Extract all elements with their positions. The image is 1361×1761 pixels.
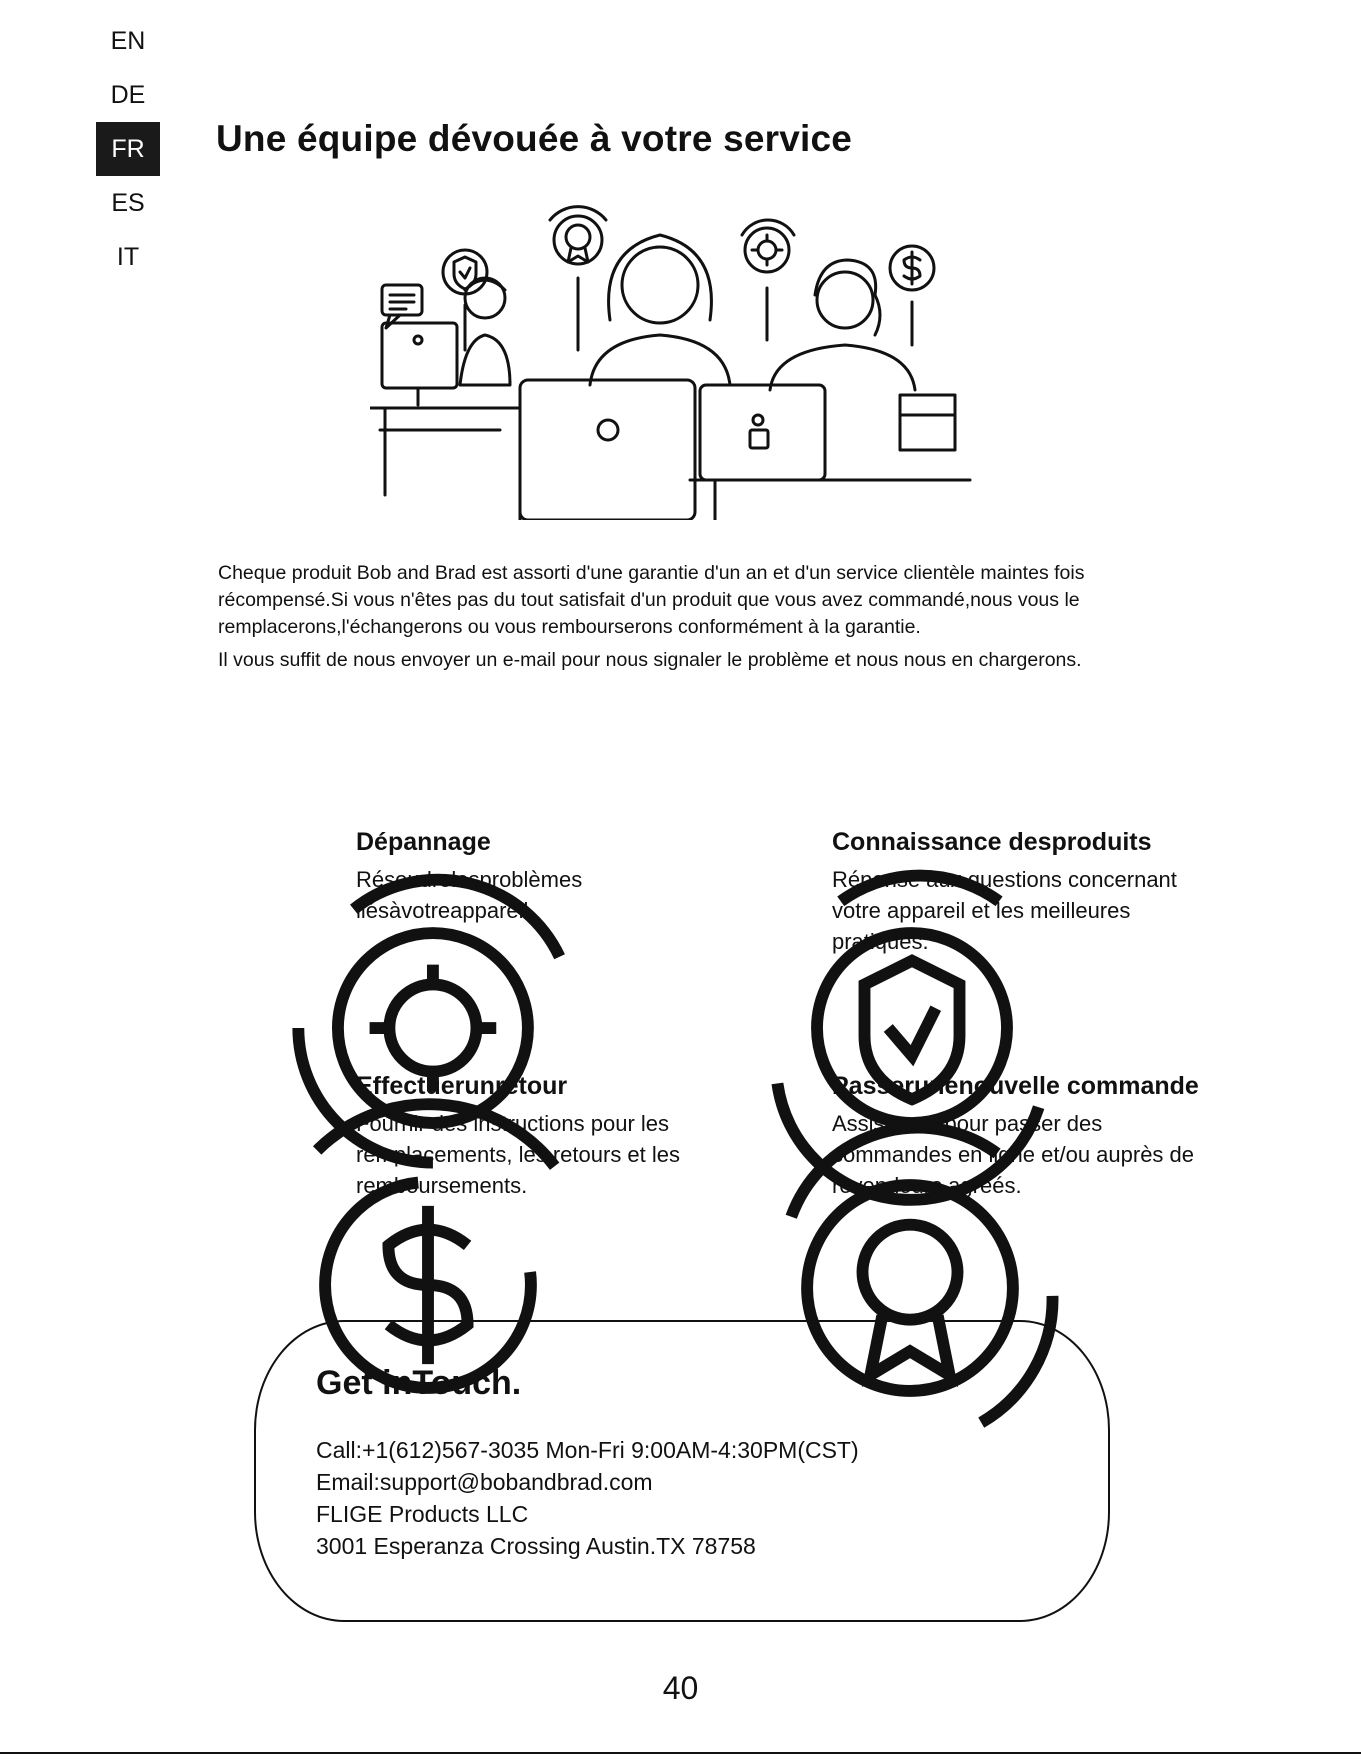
agent-left [370, 278, 520, 495]
intro-paragraph: Cheque produit Bob and Brad est assorti d'une garantie d'un an et d'un service clientèle maintes fois récompensé.Si vous n'êtes pas du tout satisfait d'un produit que vous avez commandé,nous vous le remplacerons,l'échangerons ou vous rembourserons conformément à la garantie. [218, 562, 1085, 638]
service-description: Réponse aux questions concernant votre appareil et les meilleures pratiques. [832, 867, 1177, 954]
award-icon [550, 207, 606, 350]
lang-tab-fr[interactable]: FR [96, 122, 160, 176]
service-title: Dépannage [356, 828, 491, 856]
lang-tab-it[interactable]: IT [116, 242, 140, 271]
service-title: Passerunenouvelle commande [832, 1072, 1199, 1100]
service-title: Effectuerunretour [356, 1072, 568, 1100]
lang-tab-de[interactable]: DE [110, 80, 146, 109]
dollar-icon [890, 246, 934, 345]
lang-tab-es[interactable]: ES [111, 188, 145, 217]
contact-details [316, 1434, 859, 1562]
contact-company: FLIGE Products LLC [316, 1501, 529, 1527]
language-tabs [96, 14, 160, 284]
intro-paragraph: Il vous suffit de nous envoyer un e-mail pour nous signaler le problème et nous nous en chargerons. [218, 649, 1082, 671]
contact-box [254, 1320, 1110, 1622]
contact-title: Get inTouch. [316, 1364, 522, 1402]
page-number: 40 [662, 1670, 699, 1706]
service-description: Assistance pour passer des commandes en ligne et/ou auprès de revendeurs agréés. [832, 1111, 1195, 1198]
contact-phone: Call:+1(612)567-3035 Mon-Fri 9:00AM-4:30PM(CST) [316, 1437, 859, 1463]
agent-right [690, 260, 970, 520]
contact-email: Email:support@bobandbrad.com [316, 1469, 653, 1495]
page-title: Une équipe dévouée à votre service [216, 118, 853, 159]
service-description: Résoudrelesproblèmes liésàvotreappareil. [356, 867, 583, 923]
bottom-rule [0, 1752, 1361, 1754]
service-title: Connaissance desproduits [832, 828, 1152, 856]
gear-icon [742, 220, 794, 340]
contact-address: 3001 Esperanza Crossing Austin.TX 78758 [316, 1533, 756, 1559]
lang-tab-en[interactable]: EN [110, 26, 146, 55]
customer-service-illustration [370, 190, 990, 520]
agent-center [520, 235, 730, 520]
service-description: Fournir des instructions pour les remplacements, les retours et les remboursements. [356, 1111, 681, 1198]
intro-text [218, 560, 1138, 680]
